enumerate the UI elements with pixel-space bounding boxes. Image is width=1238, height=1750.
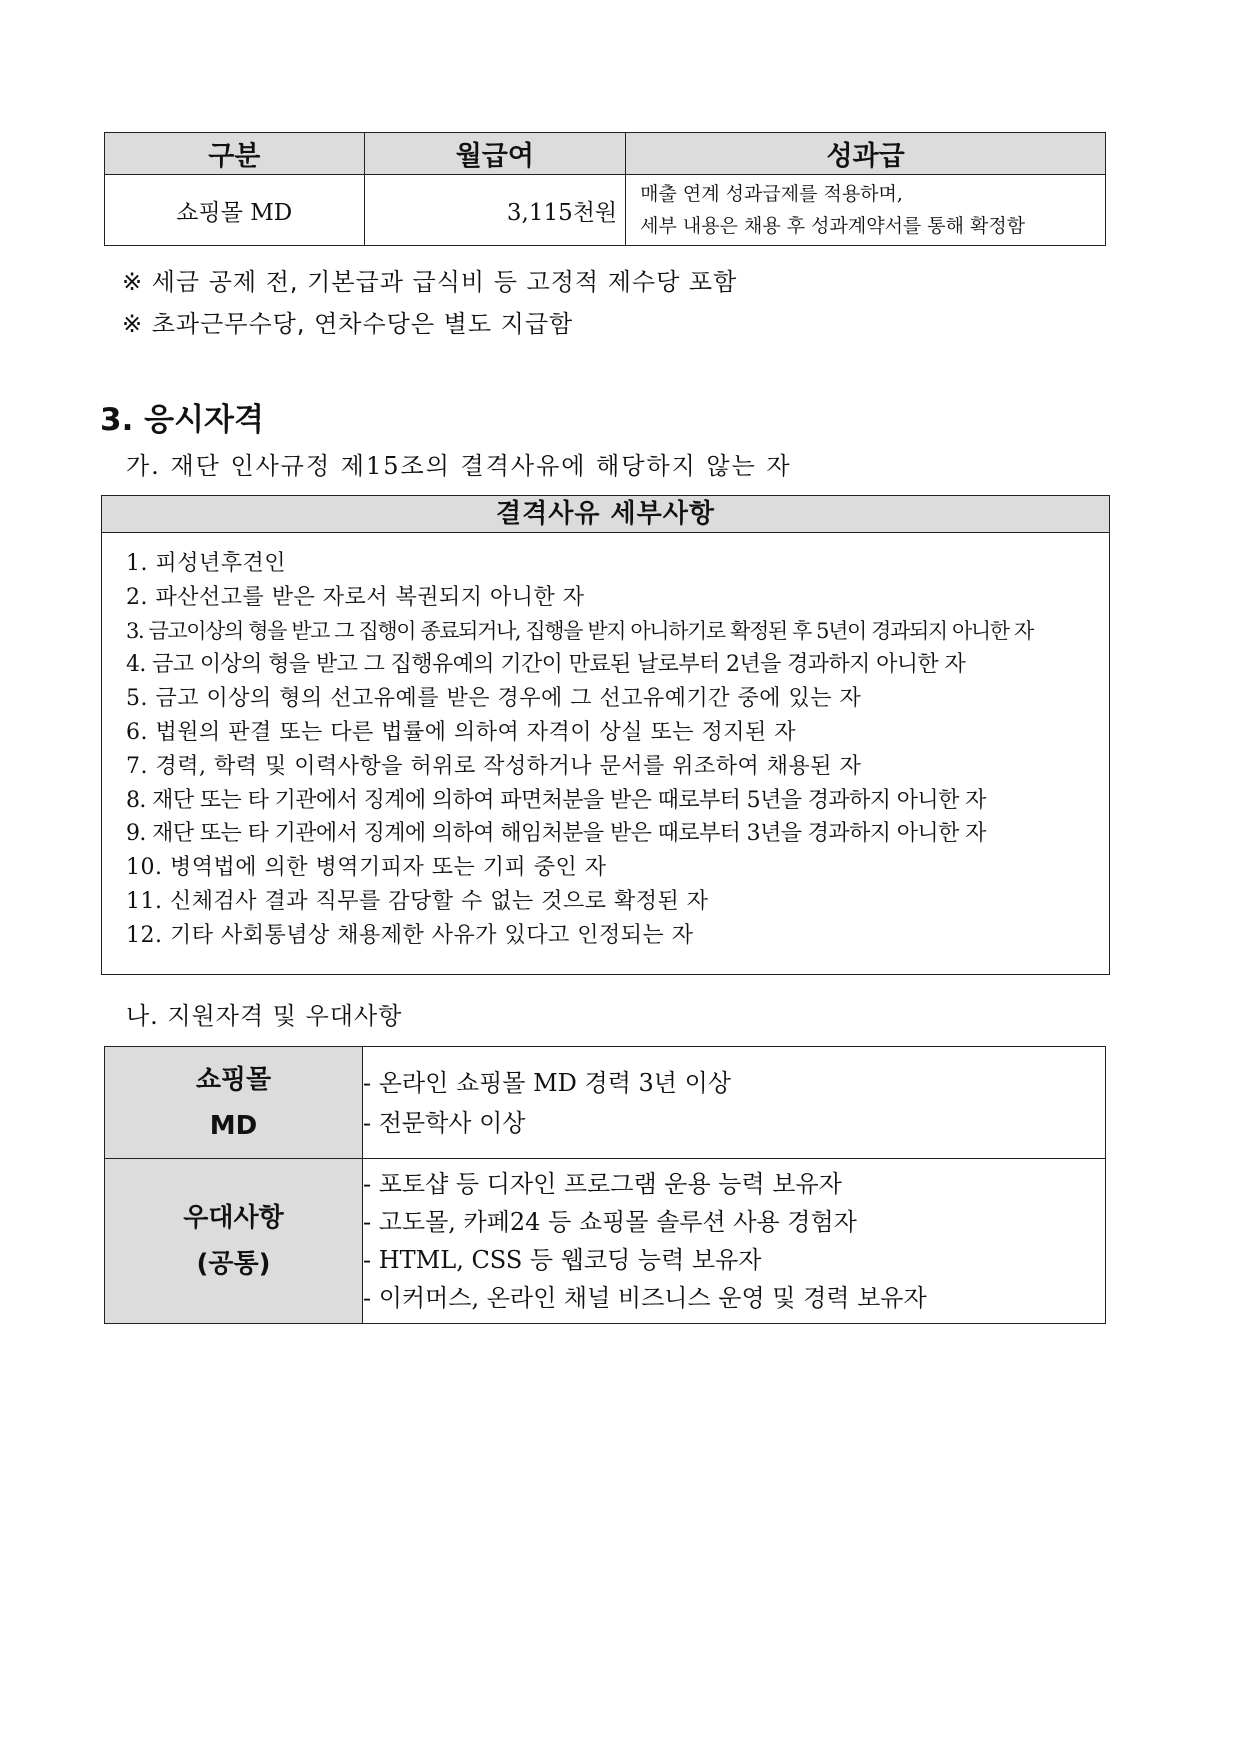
- list-item: 4. 금고 이상의 형을 받고 그 집행유예의 기간이 만료된 날로부터 2년을 경과하지 아니한 자: [126, 652, 966, 678]
- list-item: 6. 법원의 판결 또는 다른 법률에 의하여 자격이 상실 또는 정지된 자: [126, 719, 796, 745]
- list-item: - HTML, CSS 등 웹코딩 능력 보유자: [363, 1246, 762, 1274]
- list-item: 8. 재단 또는 타 기관에서 징계에 의하여 파면처분을 받은 때로부터 5년을 경과하지 아니한 자: [126, 787, 986, 813]
- label-line: 우대사항: [183, 1203, 284, 1233]
- salary-category-cell: 쇼핑몰 MD: [105, 175, 365, 246]
- list-item: - 포토샵 등 디자인 프로그램 운용 능력 보유자: [363, 1170, 842, 1198]
- salary-table-header-row: [105, 133, 1106, 175]
- list-item: - 전문학사 이상: [363, 1108, 526, 1137]
- salary-table: [104, 132, 1106, 246]
- qualification-label-md: [105, 1047, 363, 1159]
- list-item: - 온라인 쇼핑몰 MD 경력 3년 이상: [363, 1068, 731, 1097]
- label-line: MD: [209, 1110, 258, 1141]
- qualification-label-preference: [105, 1159, 363, 1324]
- list-item: 5. 금고 이상의 형의 선고유예를 받은 경우에 그 선고유예기간 중에 있는 자: [126, 686, 862, 712]
- list-item: 11. 신체검사 결과 직무를 감당할 수 없는 것으로 확정된 자: [126, 888, 709, 914]
- salary-header-category: 구분: [105, 133, 365, 175]
- salary-table-row: [105, 175, 1106, 246]
- list-item: 12. 기타 사회통념상 채용제한 사유가 있다고 인정되는 자: [126, 922, 694, 948]
- list-item: 7. 경력, 학력 및 이력사항을 허위로 작성하거나 문서를 위조하여 채용된 자: [126, 753, 862, 779]
- list-item: 3. 금고이상의 형을 받고 그 집행이 종료되거나, 집행을 받지 아니하기로 확정된 후 5년이 경과되지 아니한 자: [126, 618, 1033, 643]
- qualification-row-md: [105, 1047, 1106, 1159]
- salary-header-monthly: 월급여: [364, 133, 626, 175]
- list-item: 9. 재단 또는 타 기관에서 징계에 의하여 해임처분을 받은 때로부터 3년을 경과하지 아니한 자: [126, 821, 986, 847]
- sub-heading-b: 나. 지원자격 및 우대사항: [126, 1002, 403, 1030]
- qualification-items-md: [363, 1047, 1106, 1159]
- list-item: - 이커머스, 온라인 채널 비즈니스 운영 및 경력 보유자: [363, 1284, 927, 1312]
- section-heading: 3. 응시자격: [100, 402, 264, 438]
- disqualification-box: [101, 495, 1110, 975]
- performance-line-2: 세부 내용은 채용 후 성과계약서를 통해 확정함: [640, 215, 1026, 237]
- sub-heading-a: 가. 재단 인사규정 제15조의 결격사유에 해당하지 않는 자: [126, 452, 792, 480]
- qualification-row-preference: [105, 1159, 1106, 1324]
- salary-amount-cell: 3,115천원: [364, 175, 626, 246]
- disqualification-header: 결격사유 세부사항: [102, 496, 1109, 533]
- disqualification-list: [102, 533, 1109, 953]
- label-line: 쇼핑몰: [195, 1064, 272, 1095]
- list-item: 2. 파산선고를 받은 자로서 복권되지 아니한 자: [126, 584, 585, 610]
- qualification-items-preference: [363, 1159, 1106, 1324]
- list-item: 10. 병역법에 의한 병역기피자 또는 기피 중인 자: [126, 855, 607, 881]
- note-tax: ※ 세금 공제 전, 기본급과 급식비 등 고정적 제수당 포함: [122, 268, 738, 296]
- salary-header-performance: 성과급: [626, 133, 1106, 175]
- qualification-table: [104, 1046, 1106, 1324]
- performance-line-1: 매출 연계 성과급제를 적용하며,: [640, 183, 903, 205]
- label-line: (공통): [196, 1249, 271, 1279]
- list-item: - 고도몰, 카페24 등 쇼핑몰 솔루션 사용 경험자: [363, 1208, 857, 1236]
- note-allowance: ※ 초과근무수당, 연차수당은 별도 지급함: [122, 310, 574, 338]
- list-item: 1. 피성년후견인: [126, 551, 286, 576]
- salary-performance-cell: [626, 175, 1106, 246]
